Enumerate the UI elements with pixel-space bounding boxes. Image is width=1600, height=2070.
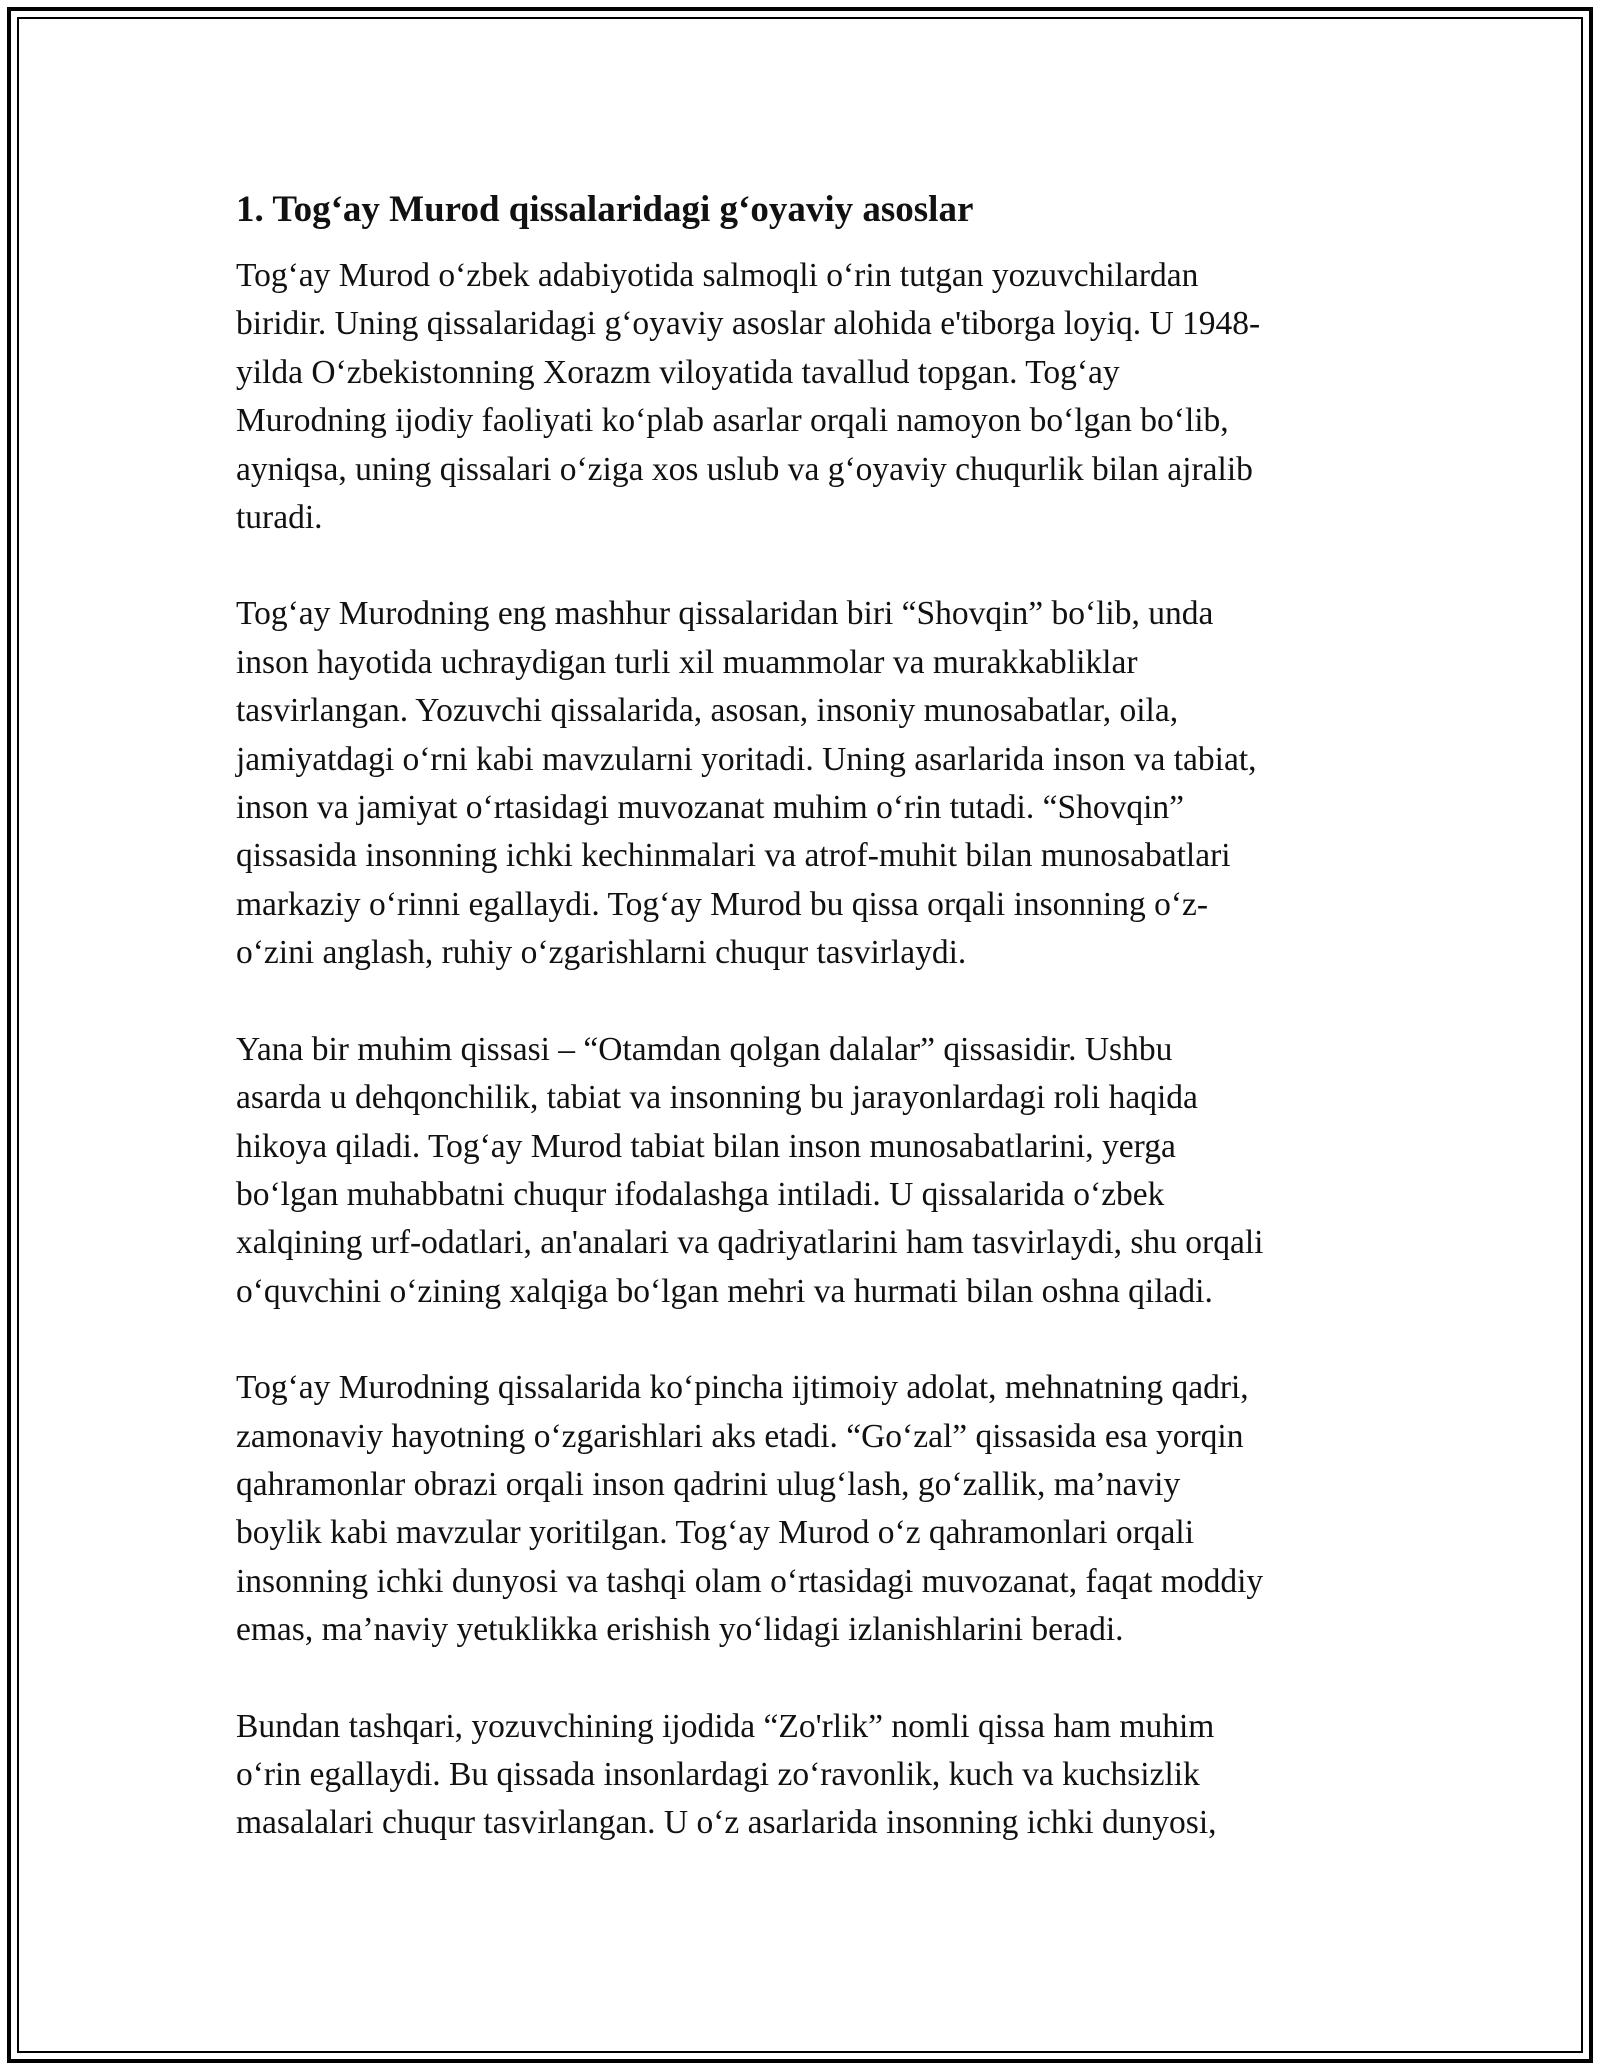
section-heading: 1. Tog‘ay Murod qissalaridagi g‘oyaviy asoslar <box>236 189 974 230</box>
paragraph-1: Tog‘ay Murod o‘zbek adabiyotida salmoqli o‘rin tutgan yozuvchilardan biridir. Uning qissalaridagi g‘oyaviy asoslar alohida e'tiborga loyiq. U 1948- yilda O‘zbekistonning Xorazm viloyatida tavallud topgan. Tog‘ay Murodning ijodiy faoliyati ko‘plab asarlar orqali namoyon bo‘lgan bo‘lib, ayniqsa, uning qissalari o‘ziga xos uslub va g‘oyaviy chuqurlik bilan ajralib turadi. <box>236 257 1261 537</box>
paragraph-4: Tog‘ay Murodning qissalarida ko‘pincha ijtimoiy adolat, mehnatning qadri, zamonaviy hayotning o‘zgarishlari aks etadi. “Go‘zal” qissasida esa yorqin qahramonlar obrazi orqali inson qadrini ulug‘lash, go‘zallik, ma’naviy boylik kabi mavzular yoritilgan. Tog‘ay Murod o‘z qahramonlari orqali insonning ichki dunyosi va tashqi olam o‘rtasidagi muvozanat, faqat moddiy emas, ma’naviy yetuklikka erishish yo‘lidagi izlanishlarini beradi. <box>236 1369 1264 1649</box>
paragraph-2: Tog‘ay Murodning eng mashhur qissalaridan biri “Shovqin” bo‘lib, unda inson hayotida uchraydigan turli xil muammolar va murakkabliklar tasvirlangan. Yozuvchi qissalarida, asosan, insoniy munosabatlar, oila, jamiyatdagi o‘rni kabi mavzularni yoritadi. Uning asarlarida inson va tabiat, inson va jamiyat o‘rtasidagi muvozanat muhim o‘rin tutadi. “Shovqin” qissasida insonning ichki kechinmalari va atrof-muhit bilan munosabatlari markaziy o‘rinni egallaydi. Tog‘ay Murod bu qissa orqali insonning o‘z- o‘zini anglash, ruhiy o‘zgarishlarni chuqur tasvirlaydi. <box>236 595 1257 972</box>
paragraph-5: Bundan tashqari, yozuvchining ijodida “Zo'rlik” nomli qissa ham muhim o‘rin egallaydi. Bu qissada insonlardagi zo‘ravonlik, kuch va kuchsizlik masalalari chuqur tasvirlangan. U o‘z asarlarida insonning ichki dunyosi, <box>236 1707 1217 1842</box>
document-body <box>236 186 1364 1896</box>
paragraph-3: Yana bir muhim qissasi – “Otamdan qolgan dalalar” qissasidir. Ushbu asarda u dehqonchilik, tabiat va insonning bu jarayonlardagi roli haqida hikoya qiladi. Tog‘ay Murod tabiat bilan inson munosabatlarini, yerga bo‘lgan muhabbatni chuqur ifodalashga intiladi. U qissalarida o‘zbek xalqining urf-odatlari, an'analari va qadriyatlarini ham tasvirlaydi, shu orqali o‘quvchini o‘zining xalqiga bo‘lgan mehri va hurmati bilan oshna qiladi. <box>236 1030 1264 1310</box>
